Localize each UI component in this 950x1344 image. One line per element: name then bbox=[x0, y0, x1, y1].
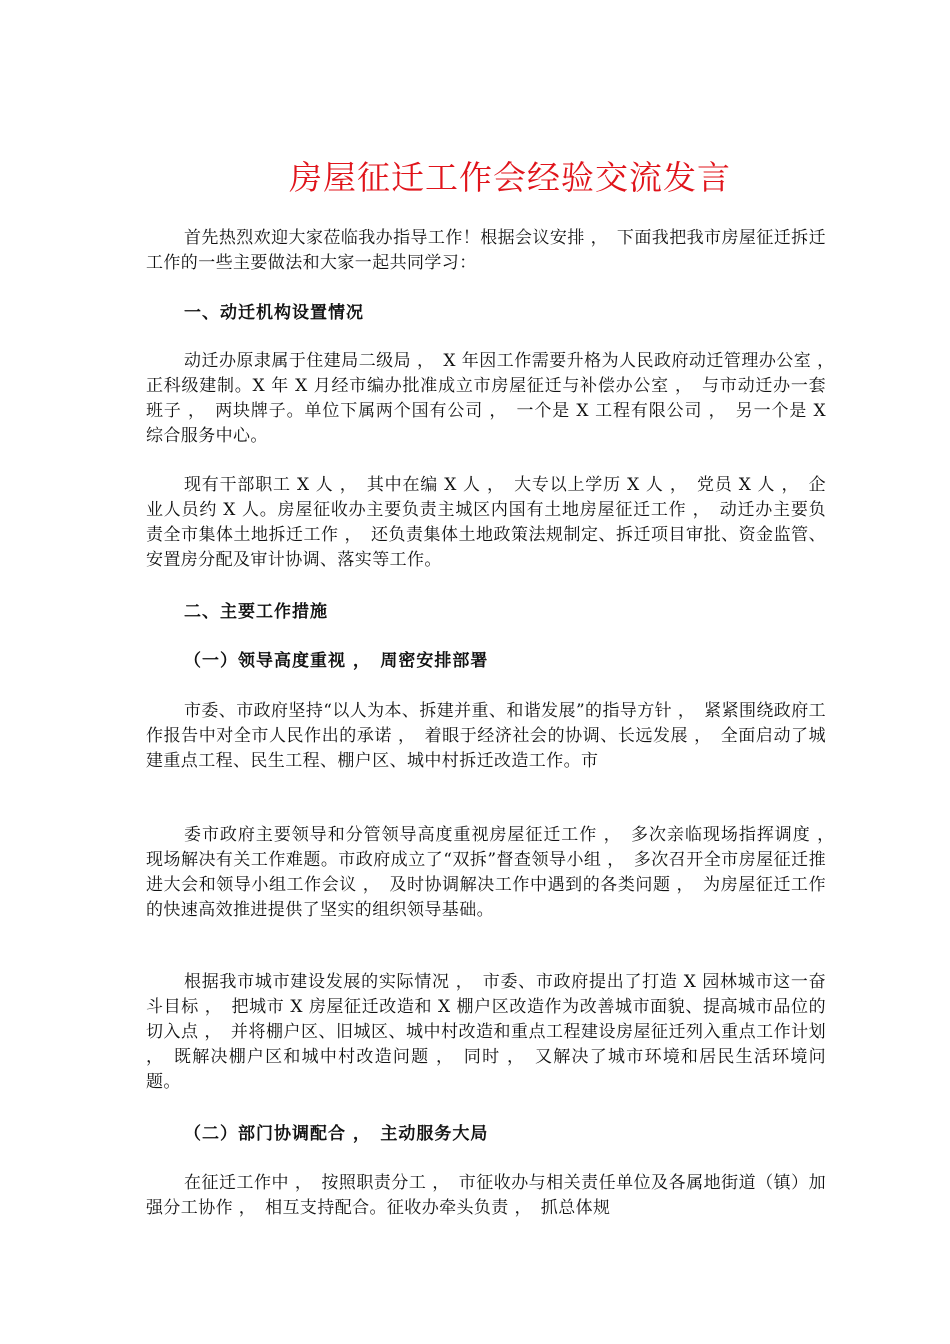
section2-paragraph-3: 根据我市城市建设发展的实际情况 ， 市委、市政府提出了打造 X 园林城市这一奋斗目标 ， 把城市 X 房屋征迁改造和 X 棚户区改造作为改善城市面貌、提高城市品位的切入点 ， 并将棚户区、旧城区、城中村改造和重点工程建设房屋征迁列入重点工作计划 ， 既解决棚户区和城中村改造问题 ， 同时 ， 又解决了城市环境和居民生活环境问题。 bbox=[146, 972, 826, 1092]
section-heading-2: 二、主要工作措施 bbox=[184, 602, 328, 622]
subsection-heading-1: （一）领导高度重视 ， 周密安排部署 bbox=[184, 651, 489, 671]
section2-paragraph-4: 在征迁工作中 ， 按照职责分工 ， 市征收办与相关责任单位及各属地街道（镇）加强分工协作 ， 相互支持配合。征收办牵头负责 ， 抓总体规 bbox=[146, 1173, 826, 1218]
section1-paragraph-1: 动迁办原隶属于住建局二级局 ， X 年因工作需要升格为人民政府动迁管理办公室 ， 正科级建制。X 年 X 月经市编办批准成立市房屋征迁与补偿办公室 ， 与市动迁办一套班子 ， 两块牌子。单位下属两个国有公司 ， 一个是 X 工程有限公司 ， 另一个是 X 综合服务中心。 bbox=[146, 351, 844, 446]
section-heading-1: 一、动迁机构设置情况 bbox=[184, 303, 364, 323]
section2-paragraph-1: 市委、市政府坚持“以人为本、拆建并重、和谐发展”的指导方针 ， 紧紧围绕政府工作报告中对全市人民作出的承诺 ， 着眼于经济社会的协调、长远发展 ， 全面启动了城建重点工程、民生工程、棚户区、城中村拆迁改造工作。市 bbox=[146, 701, 826, 771]
subsection-heading-2: （二）部门协调配合 ， 主动服务大局 bbox=[184, 1124, 489, 1144]
section1-paragraph-2: 现有干部职工 X 人 ， 其中在编 X 人 ， 大专以上学历 X 人 ， 党员 X 人 ， 企业人员约 X 人。房屋征收办主要负责主城区内国有土地房屋征迁工作 ， 动迁办主要负责全市集体土地拆迁工作 ， 还负责集体土地政策法规制定、拆迁项目审批、资金监管、安置房分配及审计协调、落实等工作。 bbox=[146, 475, 826, 570]
intro-paragraph: 首先热烈欢迎大家莅临我办指导工作！根据会议安排 ， 下面我把我市房屋征迁拆迁工作的一些主要做法和大家一起共同学习： bbox=[146, 228, 826, 273]
section2-paragraph-2: 委市政府主要领导和分管领导高度重视房屋征迁工作 ， 多次亲临现场指挥调度 ， 现场解决有关工作难题。市政府成立了“双拆”督查领导小组 ， 多次召开全市房屋征迁推进大会和领导小组工作会议 ， 及时协调解决工作中遇到的各类问题 ， 为房屋征迁工作的快速高效推进提供了坚实的组织领导基础。 bbox=[146, 825, 844, 920]
document-title: 房屋征迁工作会经验交流发言 bbox=[289, 158, 731, 197]
